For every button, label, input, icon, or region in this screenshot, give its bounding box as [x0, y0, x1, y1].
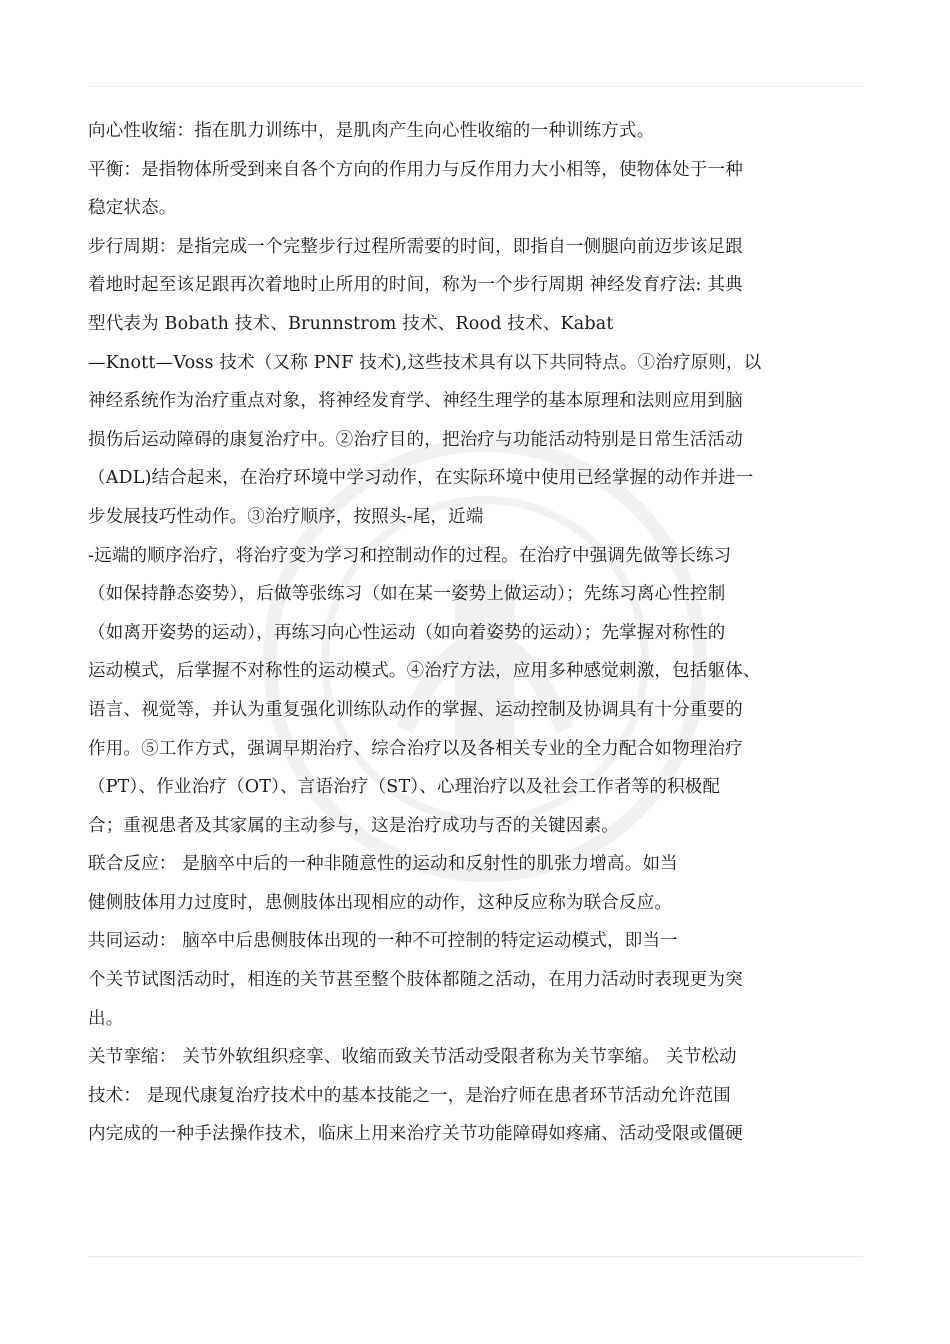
text-line: 共同运动： 脑卒中后患侧肢体出现的一种不可控制的特定运动模式，即当一 [88, 931, 678, 952]
text-line: 神经系统作为治疗重点对象，将神经发育学、神经生理学的基本原理和法则应用到脑 [88, 391, 743, 412]
text-line: 平衡：是指物体所受到来自各个方向的作用力与反作用力大小相等，使物体处于一种 [88, 159, 743, 180]
top-divider [88, 86, 863, 87]
text-line: 个关节试图活动时，相连的关节甚至整个肢体都随之活动，在用力活动时表现更为突 [88, 970, 743, 991]
text-line: 合；重视患者及其家属的主动参与，这是治疗成功与否的关键因素。 [88, 815, 619, 836]
text-line: 着地时起至该足跟再次着地时止所用的时间，称为一个步行周期 神经发育疗法: 其典 [88, 275, 743, 296]
text-line: 关节挛缩： 关节外软组织痉挛、收缩而致关节活动受限者称为关节挛缩。 关节松动 [88, 1047, 737, 1068]
text-line: 向心性收缩：指在肌力训练中，是肌肉产生向心性收缩的一种训练方式。 [88, 121, 655, 141]
text-line: 作用。⑤工作方式，强调早期治疗、综合治疗以及各相关专业的全力配合如物理治疗 [88, 738, 743, 759]
text-line: 型代表为 Bobath 技术、Brunnstrom 技术、Rood 技术、Kabat [88, 313, 614, 334]
text-line: （PT）、作业治疗（OT）、言语治疗（ST）、心理治疗以及社会工作者等的积极配 [88, 777, 721, 798]
text-line: 内完成的一种手法操作技术，临床上用来治疗关节功能障碍如疼痛、活动受限或僵硬 [88, 1124, 743, 1145]
text-line: 步行周期：是指完成一个完整步行过程所需要的时间，即指自一侧腿向前迈步该足跟 [88, 236, 743, 257]
text-line: -远端的顺序治疗，将治疗变为学习和控制动作的过程。在治疗中强调先做等长练习 [88, 545, 732, 566]
text-line: 步发展技巧性动作。③治疗顺序，按照头-尾，近端 [88, 506, 484, 527]
text-line: 损伤后运动障碍的康复治疗中。②治疗目的，把治疗与功能活动特别是日常生活活动 [88, 429, 743, 450]
bottom-divider [88, 1256, 863, 1257]
text-line: （ADL)结合起来，在治疗环境中学习动作，在实际环境中使用已经掌握的动作并进一 [88, 468, 754, 489]
text-line: （如保持静态姿势），后做等张练习（如在某一姿势上做运动）；先练习离心性控制 [88, 584, 726, 605]
text-line: 稳定状态。 [88, 198, 177, 219]
document-body [88, 112, 878, 1154]
text-line: 运动模式，后掌握不对称性的运动模式。④治疗方法，应用多种感觉刺激，包括躯体、 [88, 661, 761, 682]
text-line: —Knott—Voss 技术（又称 PNF 技术),这些技术具有以下共同特点。①治疗原则，以 [88, 352, 762, 373]
text-line: 健侧肢体用力过度时，患侧肢体出现相应的动作，这种反应称为联合反应。 [88, 892, 673, 913]
text-line: 技术： 是现代康复治疗技术中的基本技能之一，是治疗师在患者环节活动允许范围 [88, 1085, 731, 1106]
text-line: （如离开姿势的运动），再练习向心性运动（如向着姿势的运动）；先掌握对称性的 [88, 622, 726, 643]
text-line: 出。 [88, 1008, 124, 1029]
text-line: 语言、视觉等，并认为重复强化训练队动作的掌握、运动控制及协调具有十分重要的 [88, 699, 743, 720]
text-line: 联合反应： 是脑卒中后的一种非随意性的运动和反射性的肌张力增高。如当 [88, 854, 678, 875]
